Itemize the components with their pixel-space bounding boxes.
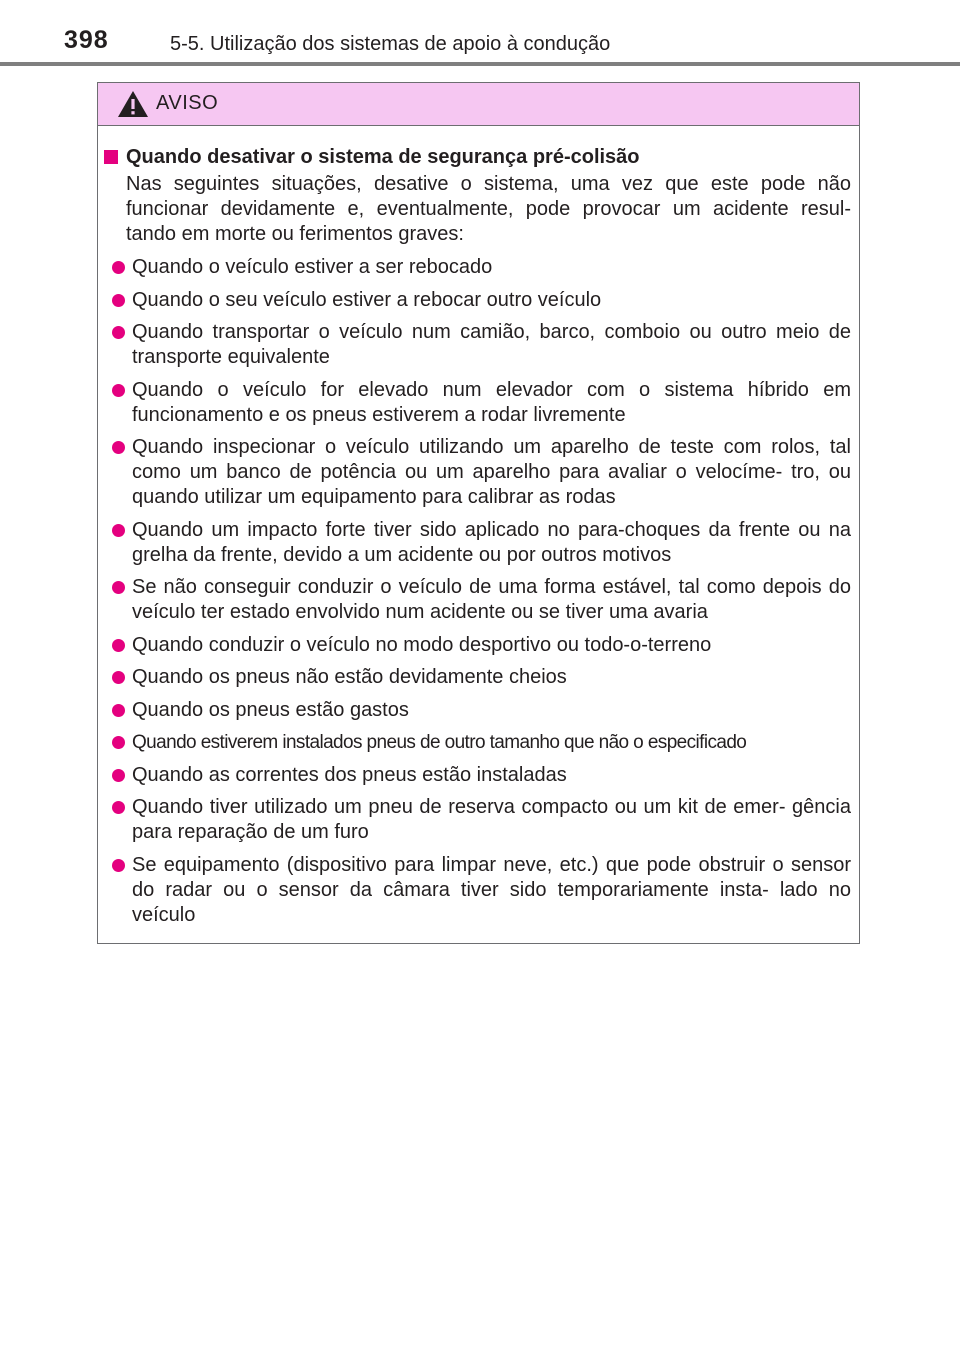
list-item-text: Quando o veículo estiver a ser rebocado (132, 256, 493, 278)
list-item-text: Quando os pneus não estão devidamente cheios (132, 666, 567, 688)
list-item (104, 378, 851, 428)
dot-bullet-icon (112, 859, 125, 872)
warning-label: AVISO (156, 92, 219, 114)
warning-header (98, 83, 859, 126)
list-item-text: Quando transportar o veículo num camião, barco, comboio ou outro meio de transporte equivalente (132, 321, 851, 368)
list-item (104, 853, 851, 928)
page-number: 398 (64, 26, 109, 54)
list-item (104, 633, 851, 658)
list-item (104, 665, 851, 690)
list-item (104, 730, 851, 755)
list-item (104, 288, 851, 313)
condition-list (104, 255, 851, 928)
dot-bullet-icon (112, 801, 125, 814)
dot-bullet-icon (112, 326, 125, 339)
list-item-text: Se não conseguir conduzir o veículo de uma forma estável, tal como depois do veículo ter estado envolvido num acidente ou se tiver uma avaria (132, 576, 851, 623)
list-item (104, 255, 851, 280)
warning-triangle-icon (117, 90, 149, 118)
dot-bullet-icon (112, 294, 125, 307)
dot-bullet-icon (112, 639, 125, 652)
page-header (0, 0, 960, 68)
dot-bullet-icon (112, 736, 125, 749)
list-item-text: Quando os pneus estão gastos (132, 698, 409, 721)
list-item (104, 518, 851, 568)
intro-paragraph: Nas seguintes situações, desative o sistema, uma vez que este pode não funcionar devidamente e, eventualmente, pode provocar um acidente resul- tando em morte ou ferimentos graves: (126, 173, 851, 245)
list-item-text: Quando inspecionar o veículo utilizando um aparelho de teste com rolos, tal como um banco de potência ou um aparelho para avaliar o velocíme- tro, ou quando utilizar um equipamento para calibrar as rodas (132, 436, 851, 508)
list-item-text: Quando o veículo for elevado num elevador com o sistema híbrido em funcionamento e os pneus estiverem a rodar livremente (132, 378, 851, 426)
list-item-text: Quando estiverem instalados pneus de outro tamanho que não o especificado (132, 732, 747, 753)
dot-bullet-icon (112, 384, 125, 397)
list-item (104, 698, 851, 723)
list-item-text: Quando conduzir o veículo no modo desportivo ou todo-o-terreno (132, 633, 712, 656)
dot-bullet-icon (112, 524, 125, 537)
section-heading-text: Quando desativar o sistema de segurança pré-colisão (126, 146, 640, 168)
list-item-text: Quando um impacto forte tiver sido aplicado no para-choques da frente ou na grelha da frente, devido a um acidente ou por outros motivos (132, 518, 851, 566)
warning-body (98, 126, 859, 928)
list-item (104, 320, 851, 370)
dot-bullet-icon (112, 704, 125, 717)
dot-bullet-icon (112, 769, 125, 782)
warning-box (97, 82, 860, 944)
list-item (104, 763, 851, 788)
list-item-text: Se equipamento (dispositivo para limpar neve, etc.) que pode obstruir o sensor do radar ou o sensor da câmara tiver sido temporariamente insta- lado no veículo (132, 853, 851, 926)
list-item (104, 575, 851, 625)
dot-bullet-icon (112, 261, 125, 274)
list-item-text: Quando as correntes dos pneus estão instaladas (132, 763, 567, 786)
header-rule (0, 62, 960, 66)
dot-bullet-icon (112, 671, 125, 684)
square-bullet-icon (104, 150, 118, 164)
section-title: 5-5. Utilização dos sistemas de apoio à condução (170, 33, 611, 55)
list-item (104, 435, 851, 510)
list-item-text: Quando tiver utilizado um pneu de reserva compacto ou um kit de emer- gência para reparação de um furo (132, 796, 851, 843)
list-item-text: Quando o seu veículo estiver a rebocar outro veículo (132, 288, 602, 311)
list-item (104, 795, 851, 845)
dot-bullet-icon (112, 581, 125, 594)
section-heading (104, 144, 851, 170)
dot-bullet-icon (112, 441, 125, 454)
